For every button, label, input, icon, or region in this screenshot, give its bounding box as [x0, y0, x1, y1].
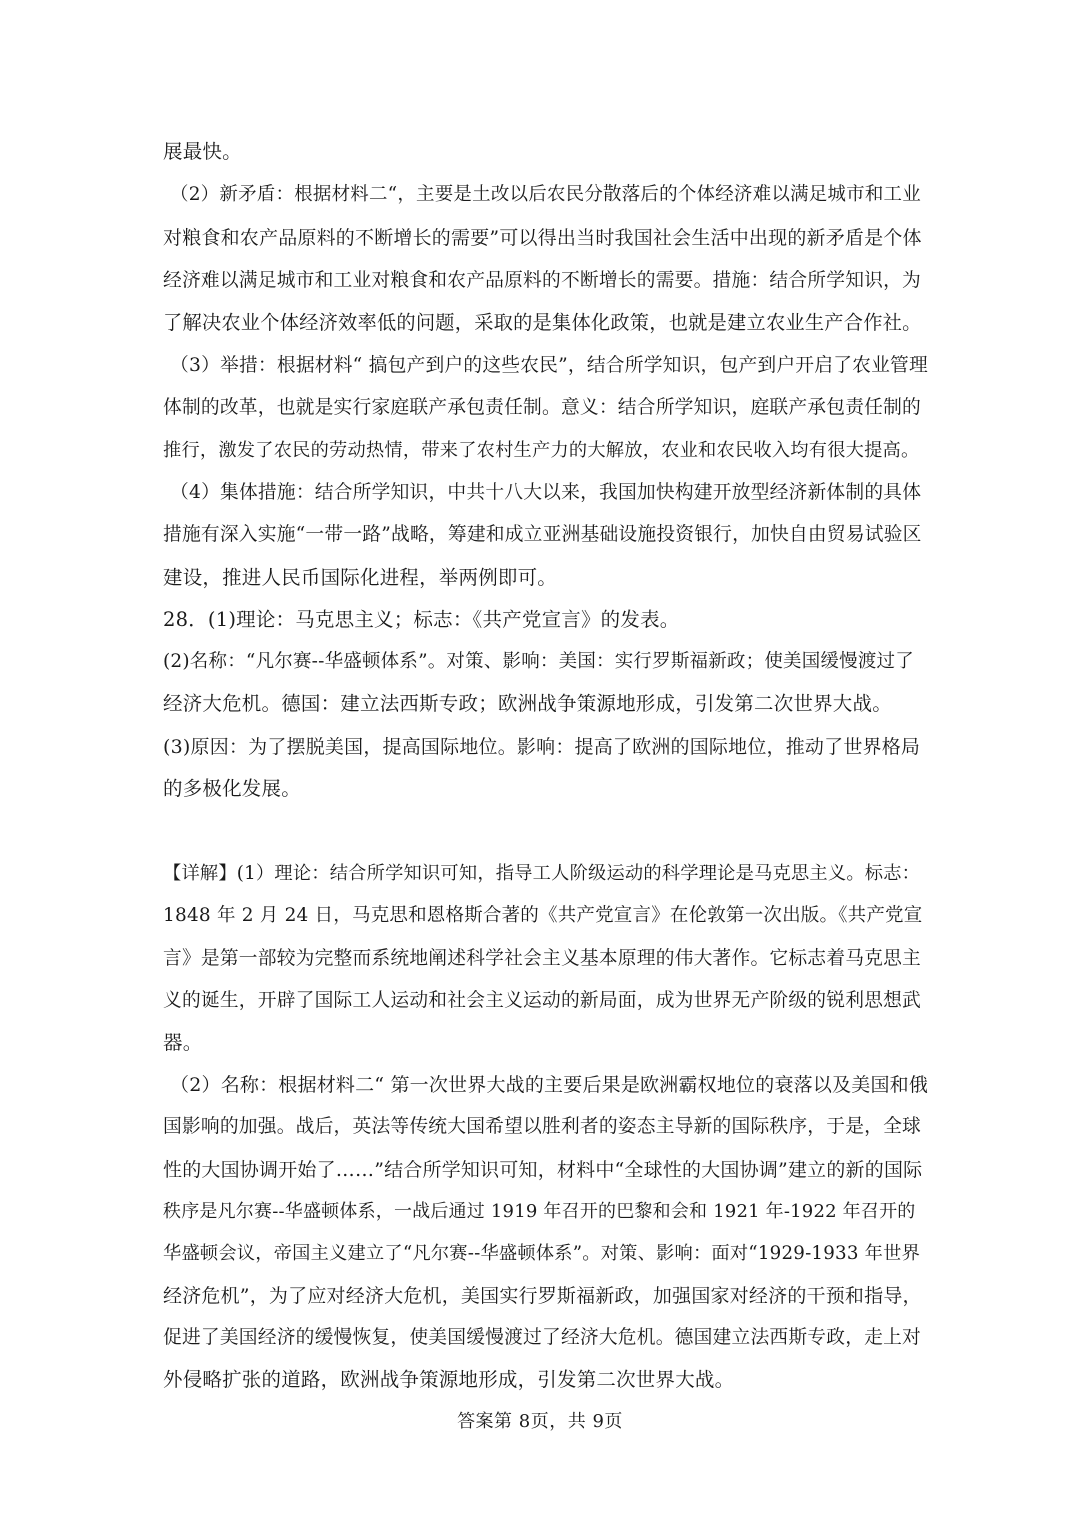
- text-line: 展最快。: [163, 140, 242, 163]
- text-line: 了解决农业个体经济效率低的问题，采取的是集体化政策，也就是建立农业生产合作社。: [163, 311, 922, 334]
- text-line: 秩序是凡尔赛--华盛顿体系，一战后通过 1919 年召开的巴黎和会和 1921 年-1922 年召开的: [163, 1201, 916, 1222]
- page-footer: 答案第 8页，共 9页: [457, 1411, 623, 1432]
- text-line: 经济难以满足城市和工业对粮食和农产品原料的不断增长的需要。措施：结合所学知识，为: [163, 270, 921, 291]
- text-line: 经济危机”，为了应对经济大危机，美国实行罗斯福新政，加强国家对经济的干预和指导，: [163, 1285, 922, 1307]
- text-line: 外侵略扩张的道路，欧洲战争策源地形成，引发第二次世界大战。: [163, 1368, 735, 1391]
- text-line: 【详解】(1）理论：结合所学知识可知，指导工人阶级运动的科学理论是马克思主义。标志：: [163, 863, 921, 884]
- text-line: 促进了美国经济的缓慢恢复，使美国缓慢渡过了经济大危机。德国建立法西斯专政，走上对: [163, 1327, 921, 1348]
- text-line: 28．(1)理论：马克思主义；标志：《共产党宣言》的发表。: [163, 608, 680, 631]
- text-line: 华盛顿会议，帝国主义建立了“凡尔赛--华盛顿体系”。对策、影响：面对“1929-1933 年世界: [163, 1243, 921, 1264]
- text-line: 建设，推进人民币国际化进程，举两例即可。: [163, 566, 558, 589]
- text-line: 国影响的加强。战后，英法等传统大国希望以胜利者的姿态主导新的国际秩序，于是，全球: [163, 1116, 921, 1137]
- text-line: 1848 年 2 月 24 日，马克思和恩格斯合著的《共产党宣言》在伦敦第一次出版。《共产党宣: [163, 905, 923, 926]
- text-line: 的多极化发展。: [163, 777, 301, 800]
- text-line: 推行，激发了农民的劳动热情，带来了农村生产力的大解放，农业和农民收入均有很大提高。: [163, 440, 920, 461]
- text-line: 性的大国协调开始了……”结合所学知识可知，材料中“全球性的大国协调”建立的新的国际: [163, 1159, 923, 1181]
- text-line: （3）举措：根据材料“ 搞包产到户的这些农民”，结合所学知识，包产到户开启了农业管理: [170, 355, 928, 376]
- text-line: 言》是第一部较为完整而系统地阐述科学社会主义基本原理的伟大著作。它标志着马克思主: [163, 948, 921, 969]
- text-line: 措施有深入实施“一带一路”战略，筹建和成立亚洲基础设施投资银行，加快自由贸易试验区: [163, 524, 922, 545]
- text-line: （2）新矛盾：根据材料二“，主要是土改以后农民分散落后的个体经济难以满足城市和工业: [170, 184, 921, 205]
- text-line: 义的诞生，开辟了国际工人运动和社会主义运动的新局面，成为世界无产阶级的锐利思想武: [163, 990, 921, 1011]
- text-line: (3)原因：为了摆脱美国，提高国际地位。影响：提高了欧洲的国际地位，推动了世界格局: [163, 736, 921, 758]
- text-line: 经济大危机。德国：建立法西斯专政；欧洲战争策源地形成，引发第二次世界大战。: [163, 692, 892, 715]
- text-line: 对粮食和农产品原料的不断增长的需要”可以得出当时我国社会生活中出现的新矛盾是个体: [163, 227, 922, 249]
- text-line: 体制的改革，也就是实行家庭联产承包责任制。意义：结合所学知识，庭联产承包责任制的: [163, 397, 921, 418]
- text-line: (2)名称：“凡尔赛--华盛顿体系”。对策、影响：美国：实行罗斯福新政；使美国缓慢渡过了: [163, 651, 914, 672]
- text-line: （4）集体措施：结合所学知识，中共十八大以来，我国加快构建开放型经济新体制的具体: [170, 482, 922, 503]
- text-line: 器。: [163, 1031, 203, 1054]
- text-line: （2）名称：根据材料二“ 第一次世界大战的主要后果是欧洲霸权地位的衰落以及美国和俄: [170, 1074, 929, 1096]
